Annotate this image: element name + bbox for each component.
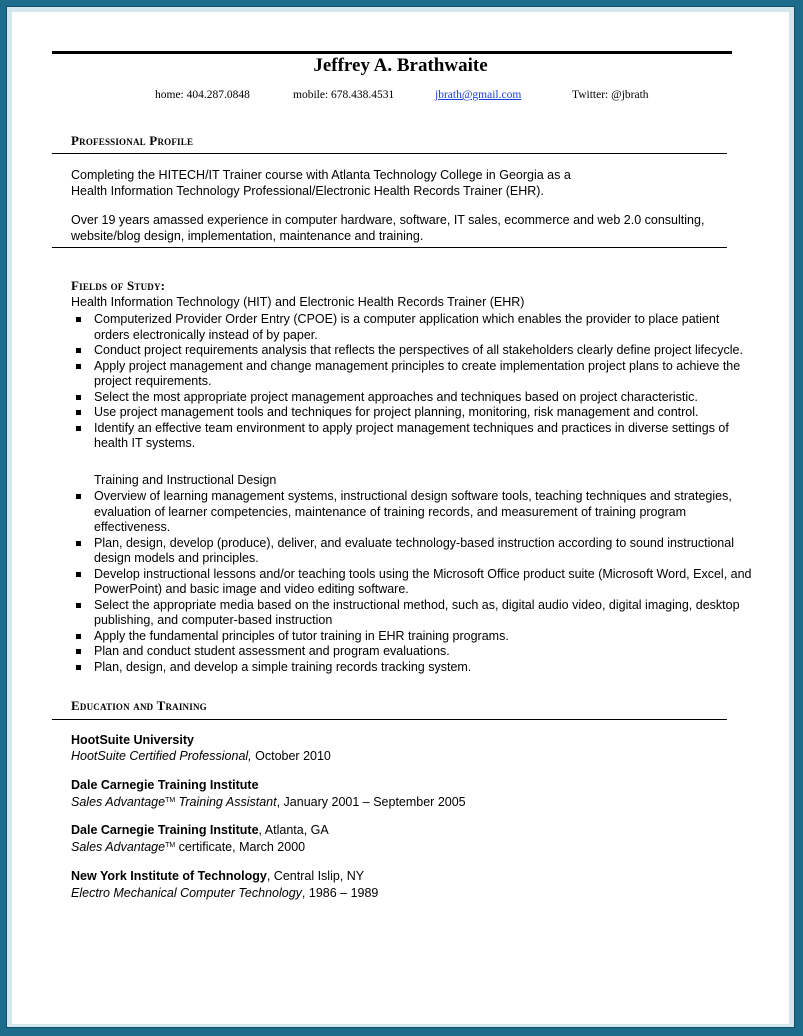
education-entry: Dale Carnegie Training Institute Sales Advantage™ Training Assistant, January 2001 – September 2005 — [71, 778, 466, 809]
resume-page — [12, 12, 789, 1024]
list-item: Select the most appropriate project management approaches and techniques based on project characteristic. — [71, 390, 754, 406]
fields-list-b — [71, 489, 754, 675]
bullet-icon — [76, 410, 81, 415]
list-item: Apply the fundamental principles of tutor training in EHR training programs. — [71, 629, 754, 645]
list-item: Plan, design, develop (produce), deliver, and evaluate technology-based instruction according to sound instructional design models and principles. — [71, 536, 754, 567]
home-phone: home: 404.287.0848 — [155, 89, 250, 101]
fields-subheading: Health Information Technology (HIT) and Electronic Health Records Trainer (EHR) — [71, 295, 525, 309]
profile-line-3: Over 19 years amassed experience in computer hardware, software, IT sales, ecommerce and web 2.0 consulting, — [71, 213, 705, 227]
bullet-icon — [76, 572, 81, 577]
training-subheading: Training and Instructional Design — [94, 473, 277, 487]
fields-list-a — [71, 312, 754, 452]
bullet-icon — [76, 348, 81, 353]
bullet-icon — [76, 603, 81, 608]
list-item: Identify an effective team environment to apply project management techniques and practices in diverse settings of health IT systems. — [71, 421, 754, 452]
bullet-icon — [76, 541, 81, 546]
list-item: Develop instructional lessons and/or teaching tools using the Microsoft Office product suite (Microsoft Word, Excel, and PowerPoint) and basic image and video editing software. — [71, 567, 754, 598]
profile-bottom-rule — [52, 247, 727, 248]
candidate-name: Jeffrey A. Brathwaite — [313, 55, 488, 76]
twitter-handle: Twitter: @jbrath — [572, 89, 649, 101]
education-entry: Dale Carnegie Training Institute, Atlanta, GA Sales Advantage™ certificate, March 2000 — [71, 823, 329, 854]
list-item: Conduct project requirements analysis that reflects the perspectives of all stakeholders clearly define project lifecycle. — [71, 343, 754, 359]
education-entry: New York Institute of Technology, Central Islip, NY Electro Mechanical Computer Technology, 1986 – 1989 — [71, 869, 379, 900]
list-item: Use project management tools and techniques for project planning, monitoring, risk management and control. — [71, 405, 754, 421]
list-item: Computerized Provider Order Entry (CPOE) is a computer application which enables the provider to place patient orders electronically instead of by paper. — [71, 312, 754, 343]
education-rule — [52, 719, 727, 720]
list-item: Select the appropriate media based on the instructional method, such as, digital audio video, digital imaging, desktop publishing, and computer-based instruction — [71, 598, 754, 629]
list-item: Plan and conduct student assessment and program evaluations. — [71, 644, 754, 660]
bullet-icon — [76, 364, 81, 369]
bullet-icon — [76, 317, 81, 322]
list-item: Plan, design, and develop a simple training records tracking system. — [71, 660, 754, 676]
bullet-icon — [76, 395, 81, 400]
profile-heading: Professional Profile — [71, 133, 194, 148]
profile-rule — [52, 153, 727, 154]
profile-line-4: website/blog design, implementation, maintenance and training. — [71, 229, 424, 243]
bullet-icon — [76, 426, 81, 431]
profile-line-2: Health Information Technology Professional/Electronic Health Records Trainer (EHR). — [71, 184, 544, 198]
education-heading: Education and Training — [71, 698, 207, 713]
profile-line-1: Completing the HITECH/IT Trainer course with Atlanta Technology College in Georgia as a — [71, 168, 571, 182]
mobile-phone: mobile: 678.438.4531 — [293, 89, 395, 101]
bullet-icon — [76, 634, 81, 639]
education-entry: HootSuite University HootSuite Certified Professional, October 2010 — [71, 733, 331, 763]
bullet-icon — [76, 665, 81, 670]
bullet-icon — [76, 494, 81, 499]
list-item: Overview of learning management systems, instructional design software tools, teaching techniques and strategies, evaluation of learner competencies, maintenance of training records, and measurement of training program effectiveness. — [71, 489, 754, 536]
fields-heading: Fields of Study: — [71, 278, 166, 293]
email-link[interactable]: jbrath@gmail.com — [435, 89, 522, 101]
list-item: Apply project management and change management principles to create implementation project plans to achieve the project requirements. — [71, 359, 754, 390]
top-rule — [52, 51, 732, 54]
bullet-icon — [76, 649, 81, 654]
